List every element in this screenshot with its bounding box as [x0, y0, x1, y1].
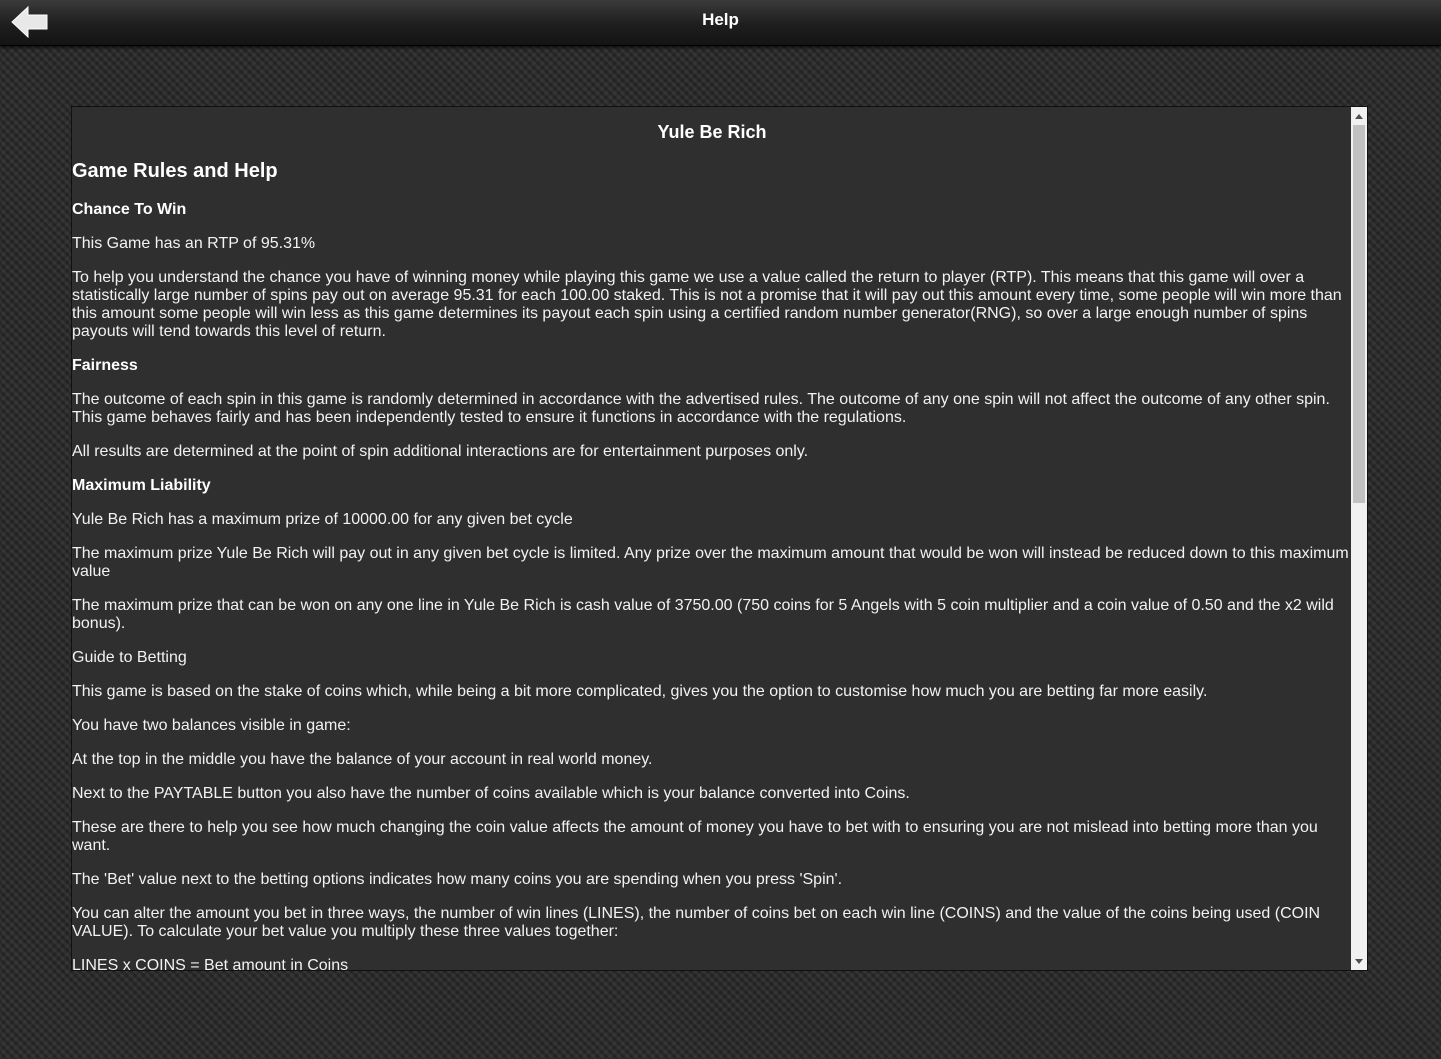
game-name: Yule Be Rich	[657, 122, 767, 142]
chance-heading: Chance To Win	[72, 201, 187, 218]
max-line-text: The maximum prize that can be won on any one line in Yule Be Rich is cash value of 3750.00 (750 coins for 5 Angels with 5 coin multiplier and a coin value of 0.50 and the x2 wild bonus).	[72, 597, 1334, 632]
rtp-text: This Game has an RTP of 95.31%	[72, 235, 316, 252]
scroll-down-button[interactable]	[1351, 954, 1367, 968]
scroll-thumb[interactable]	[1353, 125, 1365, 503]
balance-coins-text: Next to the PAYTABLE button you also have the number of coins available which is your balance converted into Coins.	[72, 785, 910, 802]
max-prize-limit-text: The maximum prize Yule Be Rich will pay out in any given bet cycle is limited. Any prize over the maximum amount that would be won will instead be reduced down to this maximum value	[72, 545, 1349, 580]
max-prize-text: Yule Be Rich has a maximum prize of 10000.00 for any given bet cycle	[72, 511, 573, 528]
balance-top-text: At the top in the middle you have the balance of your account in real world money.	[72, 751, 653, 768]
scroll-up-button[interactable]	[1351, 109, 1367, 123]
rtp-explain-text: To help you understand the chance you have of winning money while playing this game we use a value called the return to player (RTP). This means that this game will over a statistically large number of spins pay out on average 95.31 for each 100.00 staked. This is not a promise that it will pay out this amount every time, some people will win more than this amount some people will win less as this game determines its payout each spin using a certified random number generator(RNG), so over a large enough number of spins payouts will tend towards this level of return.	[72, 269, 1342, 340]
liability-heading: Maximum Liability	[72, 477, 211, 494]
scroll-up-arrow-icon	[1355, 114, 1363, 119]
vertical-scrollbar[interactable]	[1351, 107, 1367, 970]
help-heading: Game Rules and Help	[72, 160, 278, 182]
guide-text: This game is based on the stake of coins which, while being a bit more complicated, gives you the option to customise how much you are betting far more easily.	[72, 683, 1208, 700]
fairness-heading: Fairness	[72, 357, 138, 374]
balances-text: You have two balances visible in game:	[72, 717, 351, 734]
balances-help-text: These are there to help you see how much changing the coin value affects the amount of money you have to bet with to ensuring you are not mislead into betting more than you want.	[72, 819, 1318, 854]
scroll-down-arrow-icon	[1355, 959, 1363, 964]
header-bar	[0, 0, 1441, 46]
formula-text: LINES x COINS = Bet amount in Coins	[72, 957, 349, 971]
guide-heading: Guide to Betting	[72, 649, 187, 666]
help-content[interactable]	[72, 107, 1352, 971]
results-text: All results are determined at the point of spin additional interactions are for entertainment purposes only.	[72, 443, 809, 460]
fairness-text: The outcome of each spin in this game is randomly determined in accordance with the advertised rules. The outcome of any one spin will not affect the outcome of any other spin. This game behaves fairly and has been independently tested to ensure it functions in accordance with the regulations.	[72, 391, 1330, 426]
alter-bet-text: You can alter the amount you bet in three ways, the number of win lines (LINES), the number of coins bet on each win line (COINS) and the value of the coins being used (COIN VALUE). To calculate your bet value you multiply these three values together:	[72, 905, 1321, 940]
help-panel	[71, 106, 1368, 971]
page-title: Help	[702, 10, 739, 29]
bet-value-text: The 'Bet' value next to the betting options indicates how many coins you are spending when you press 'Spin'.	[72, 871, 843, 888]
